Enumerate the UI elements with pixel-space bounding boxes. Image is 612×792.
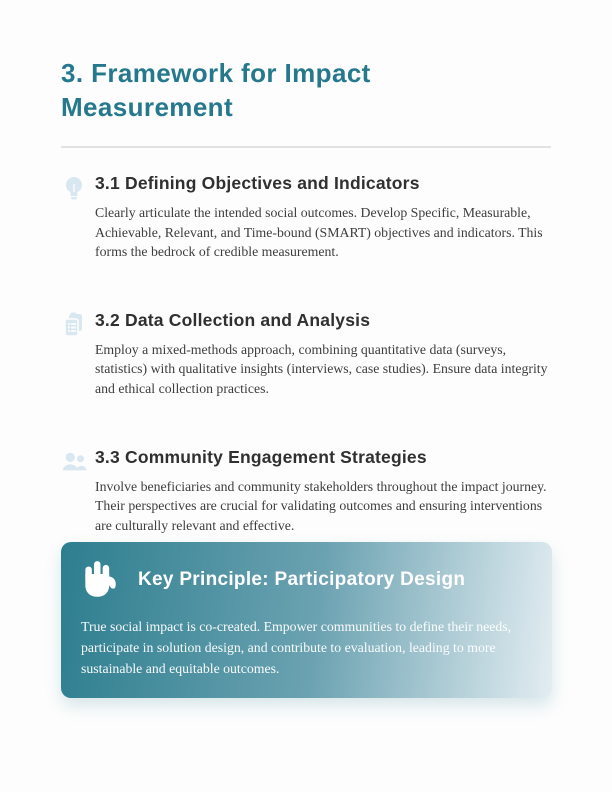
section-body: Involve beneficiaries and community stakeholders throughout the impact journey. Their perspectives are crucial for validating outcomes and ensuring interventions are culturally relevant and effective. xyxy=(95,478,547,533)
section-community-engagement xyxy=(61,447,551,536)
section-data-collection xyxy=(61,310,551,399)
callout-title: Key Principle: Participatory Design xyxy=(138,569,466,590)
section-text xyxy=(95,310,551,399)
section-defining-objectives xyxy=(61,173,551,262)
section-text xyxy=(95,447,551,536)
callout-body: True social impact is co-created. Empower communities to define their needs, participate in solution design, and contribute to evaluation, leading to more sustainable and equitable outcomes. xyxy=(81,619,512,676)
copy-documents-icon xyxy=(61,312,87,338)
raised-hand-icon xyxy=(82,560,119,600)
divider xyxy=(61,146,551,148)
callout-header xyxy=(81,560,532,600)
section-text xyxy=(95,173,551,262)
section-body: Employ a mixed-methods approach, combining quantitative data (surveys, statistics) with qualitative insights (interviews, case studies). Ensure data integrity and ethical collection practices. xyxy=(95,341,548,396)
key-principle-callout xyxy=(61,542,552,698)
users-icon xyxy=(61,449,87,475)
lightbulb-icon xyxy=(61,175,87,201)
section-heading: 3.1 Defining Objectives and Indicators xyxy=(95,173,420,193)
section-heading: 3.3 Community Engagement Strategies xyxy=(95,446,427,467)
section-body: Clearly articulate the intended social outcomes. Develop Specific, Measurable, Achievable, Relevant, and Time-bound (SMART) objectives and indicators. This forms the bedrock of credible measurement. xyxy=(95,205,543,260)
page-title: 3. Framework for Impact Measurement xyxy=(61,58,371,122)
section-heading: 3.2 Data Collection and Analysis xyxy=(95,309,371,330)
